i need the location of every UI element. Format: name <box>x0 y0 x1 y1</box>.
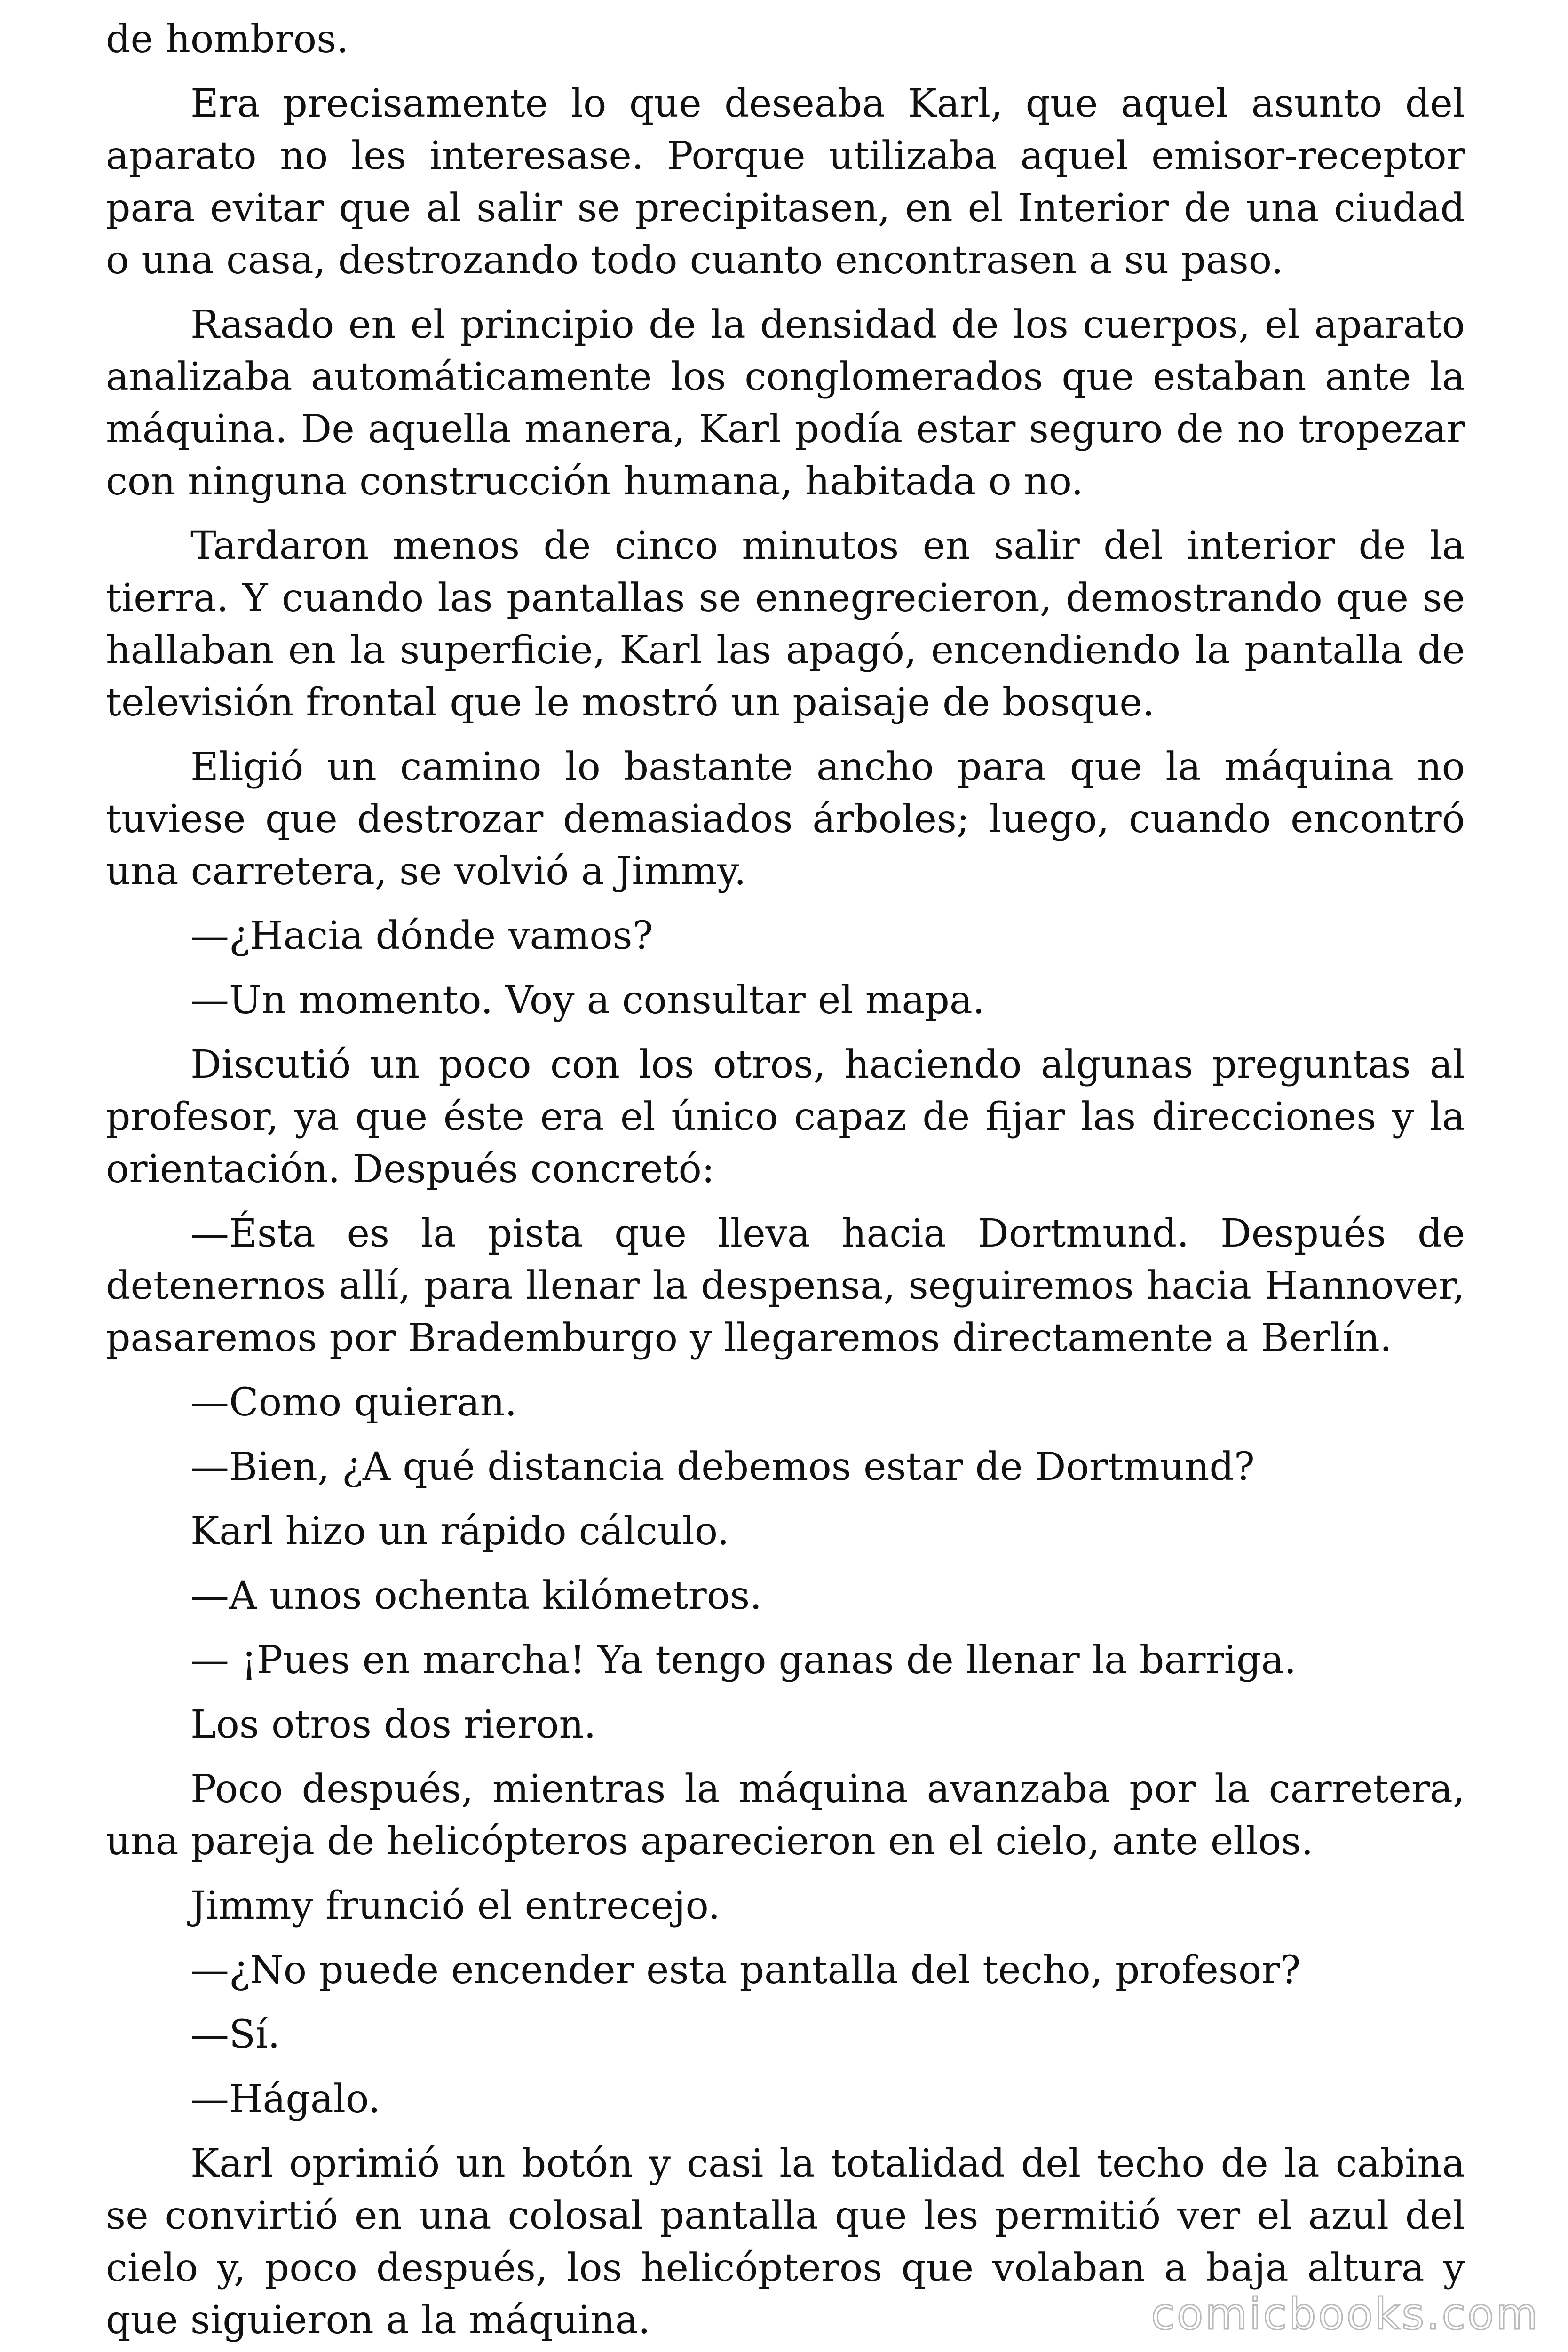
dialogue-line: —Un momento. Voy a consultar el mapa. <box>190 978 985 1023</box>
dialogue-line: —Hágalo. <box>190 2077 380 2122</box>
book-page <box>106 13 1465 2352</box>
dialogue-line: — ¡Pues en marcha! Ya tengo ganas de llenar la barriga. <box>190 1638 1297 1683</box>
dialogue-line: —Sí. <box>190 2012 280 2057</box>
dialogue-line: —Bien, ¿A qué distancia debemos estar de Dortmund? <box>190 1445 1255 1489</box>
paragraph: Eligió un camino lo bastante ancho para que la máquina no tuviese que destrozar demasiados árboles; luego, cuando encontró una carretera, se volvió a Jimmy. <box>106 745 1465 894</box>
paragraph: Los otros dos rieron. <box>190 1702 596 1747</box>
dialogue-line: —Como quieran. <box>190 1380 517 1425</box>
paragraph: Discutió un poco con los otros, haciendo algunas preguntas al profesor, ya que éste era el único capaz de fijar las direcciones y la orientación. Después concretó: <box>106 1042 1465 1192</box>
paragraph: de hombros. <box>106 17 349 62</box>
paragraph: Era precisamente lo que deseaba Karl, que aquel asunto del aparato no les interesase. Porque utilizaba aquel emisor-receptor para evitar que al salir se precipitasen, en el Interior de una ciudad o una casa, destrozando todo cuanto encontrasen a su paso. <box>106 81 1465 283</box>
dialogue-line: —¿Hacia dónde vamos? <box>190 914 653 958</box>
paragraph: Rasado en el principio de la densidad de los cuerpos, el aparato analizaba automáticamente los conglomerados que estaban ante la máquina. De aquella manera, Karl podía estar seguro de no tropezar con ninguna construcción humana, habitada o no. <box>106 302 1465 504</box>
dialogue-line: —A unos ochenta kilómetros. <box>190 1573 762 1618</box>
dialogue-line: —¿No puede encender esta pantalla del techo, profesor? <box>190 1948 1301 1993</box>
dialogue-line: —Ésta es la pista que lleva hacia Dortmund. Después de detenernos allí, para llenar la despensa, seguiremos hacia Hannover, pasaremos por Brademburgo y llegaremos directamente a Berlín. <box>106 1211 1465 1360</box>
watermark: comicbooks.com <box>1151 2289 1540 2339</box>
paragraph: Jimmy frunció el entrecejo. <box>190 1883 721 1928</box>
paragraph: Tardaron menos de cinco minutos en salir del interior de la tierra. Y cuando las pantallas se ennegrecieron, demostrando que se hallaban en la superficie, Karl las apagó, encendiendo la pantalla de televisión frontal que le mostró un paisaje de bosque. <box>106 524 1465 725</box>
paragraph: Karl oprimió un botón y casi la totalidad del techo de la cabina se convirtió en una colosal pantalla que les permitió ver el azul del cielo y, poco después, los helicópteros que volaban a baja altura y que siguieron a la máquina. <box>106 2141 1465 2343</box>
paragraph: Karl hizo un rápido cálculo. <box>190 1509 729 1554</box>
paragraph: Poco después, mientras la máquina avanzaba por la carretera, una pareja de helicópteros aparecieron en el cielo, ante ellos. <box>106 1767 1465 1864</box>
